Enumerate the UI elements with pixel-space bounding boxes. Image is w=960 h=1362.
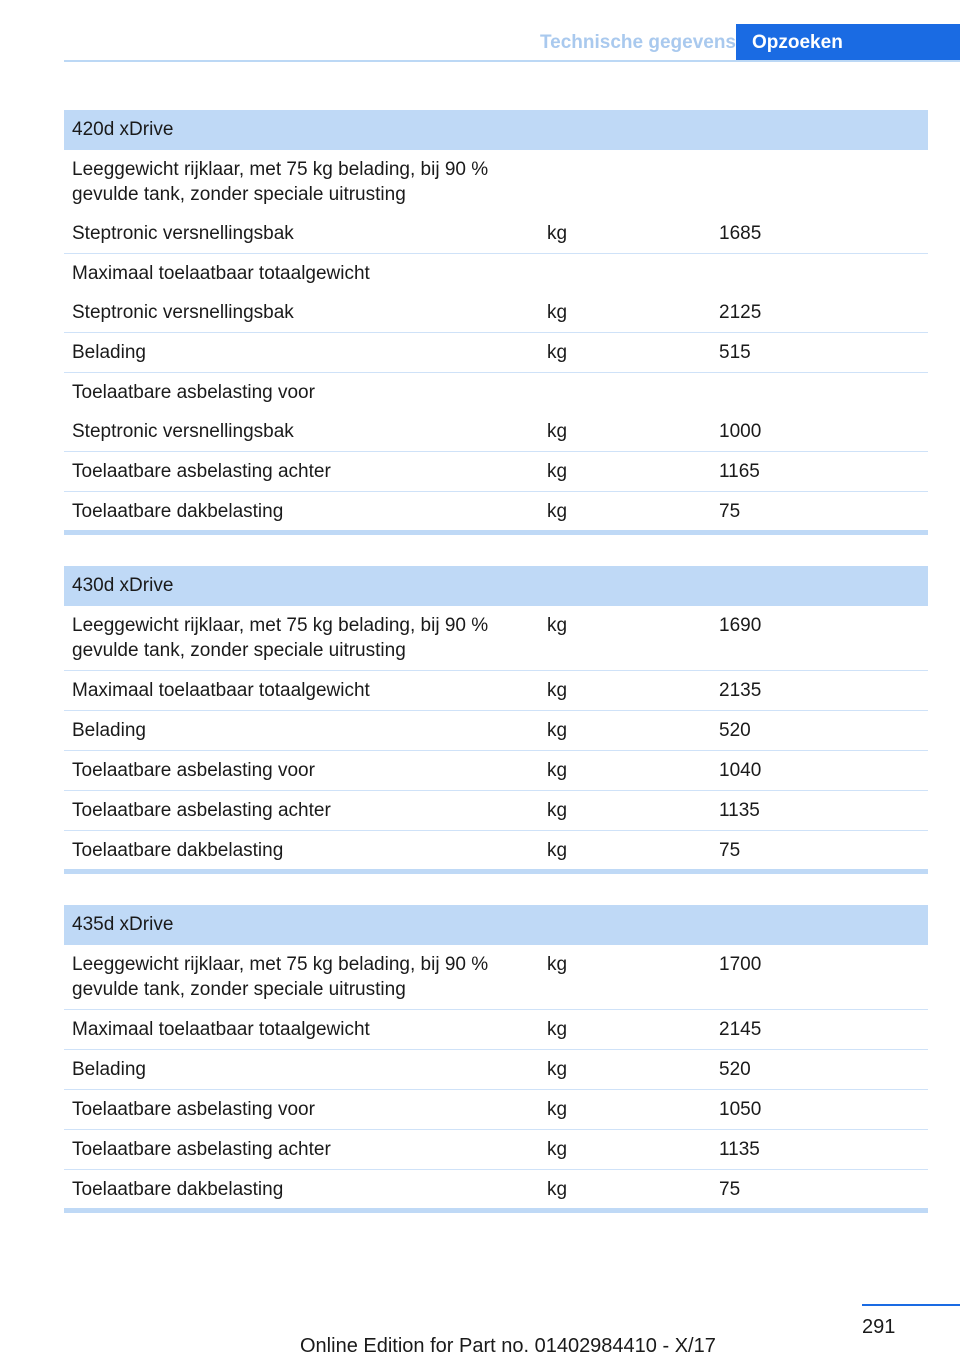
table-row (64, 1050, 928, 1090)
row-unit: kg (547, 720, 568, 741)
row-unit: kg (547, 760, 568, 781)
row-label: Toelaatbare dakbelasting (72, 840, 284, 861)
row-value: 1000 (719, 421, 762, 442)
row-value: 2135 (719, 680, 762, 701)
row-value: 1135 (719, 800, 760, 821)
table-title: 420d xDrive (64, 110, 928, 150)
table-row (64, 293, 928, 333)
page-number-rule (862, 1304, 960, 1306)
row-unit: kg (547, 800, 568, 821)
table-row (64, 945, 928, 1010)
table-row (64, 150, 928, 214)
row-value: 1690 (719, 615, 762, 636)
table-row (64, 1170, 928, 1209)
page-number: 291 (862, 1316, 896, 1338)
table-row (64, 606, 928, 671)
row-label: Leeggewicht rijklaar, met 75 kg belading, bij 90 % gevulde tank, zonder speciale uitrusting (72, 159, 489, 205)
table-row (64, 412, 928, 452)
row-unit: kg (547, 421, 568, 442)
row-label: Toelaatbare dakbelasting (72, 1179, 284, 1200)
page-header (0, 0, 960, 62)
row-value: 2145 (719, 1019, 762, 1040)
table-row (64, 254, 928, 293)
row-label: Toelaatbare asbelasting achter (72, 800, 331, 821)
row-unit: kg (547, 840, 568, 861)
row-value: 75 (719, 501, 741, 522)
row-label: Maximaal toelaatbaar totaalgewicht (72, 263, 370, 284)
row-label: Belading (72, 720, 146, 741)
table-row (64, 831, 928, 870)
table-row (64, 671, 928, 711)
header-divider (64, 60, 960, 62)
row-unit: kg (547, 954, 568, 975)
row-label: Toelaatbare asbelasting voor (72, 760, 315, 781)
row-value: 520 (719, 720, 751, 741)
table-row (64, 373, 928, 412)
table-title: 430d xDrive (64, 566, 928, 606)
row-unit: kg (547, 1179, 568, 1200)
row-label: Toelaatbare asbelasting achter (72, 461, 331, 482)
row-value: 520 (719, 1059, 751, 1080)
row-value: 515 (719, 342, 751, 363)
row-value: 1165 (719, 461, 760, 482)
table-row (64, 1130, 928, 1170)
table-row (64, 751, 928, 791)
table-row (64, 711, 928, 751)
row-value: 2125 (719, 302, 762, 323)
row-unit: kg (547, 223, 568, 244)
row-label: Steptronic versnellingsbak (72, 223, 294, 244)
row-unit: kg (547, 680, 568, 701)
row-unit: kg (547, 1139, 568, 1160)
row-label: Toelaatbare asbelasting achter (72, 1139, 331, 1160)
row-value: 1685 (719, 223, 762, 244)
row-label: Toelaatbare asbelasting voor (72, 1099, 315, 1120)
row-unit: kg (547, 1059, 568, 1080)
row-label: Toelaatbare asbelasting voor (72, 382, 315, 403)
section-tab[interactable]: Technische gegevens (539, 32, 736, 53)
row-label: Steptronic versnellingsbak (72, 302, 294, 323)
row-unit: kg (547, 302, 568, 323)
row-unit: kg (547, 1099, 568, 1120)
table-title: 435d xDrive (64, 905, 928, 945)
spec-table-430d (64, 566, 928, 874)
spec-table-420d (64, 110, 928, 535)
row-unit: kg (547, 461, 568, 482)
row-label: Belading (72, 342, 146, 363)
table-row (64, 1010, 928, 1050)
row-unit: kg (547, 615, 568, 636)
table-row (64, 1090, 928, 1130)
table-row (64, 791, 928, 831)
row-label: Leeggewicht rijklaar, met 75 kg belading, bij 90 % gevulde tank, zonder speciale uitrusting (72, 954, 489, 1000)
row-label: Belading (72, 1059, 146, 1080)
row-label: Toelaatbare dakbelasting (72, 501, 284, 522)
row-value: 1135 (719, 1139, 760, 1160)
row-label: Maximaal toelaatbaar totaalgewicht (72, 1019, 370, 1040)
footer-edition-note: Online Edition for Part no. 01402984410 - X/17 (300, 1335, 716, 1357)
table-row (64, 214, 928, 254)
row-value: 1700 (719, 954, 762, 975)
row-value: 1040 (719, 760, 762, 781)
row-label: Steptronic versnellingsbak (72, 421, 294, 442)
row-value: 1050 (719, 1099, 762, 1120)
row-unit: kg (547, 501, 568, 522)
current-section-tab[interactable]: Opzoeken (736, 24, 960, 62)
row-unit: kg (547, 1019, 568, 1040)
spec-table-435d (64, 905, 928, 1213)
row-label: Maximaal toelaatbaar totaalgewicht (72, 680, 370, 701)
row-value: 75 (719, 1179, 741, 1200)
table-row (64, 492, 928, 531)
table-row (64, 452, 928, 492)
row-label: Leeggewicht rijklaar, met 75 kg belading, bij 90 % gevulde tank, zonder speciale uitrusting (72, 615, 489, 661)
row-value: 75 (719, 840, 741, 861)
row-unit: kg (547, 342, 568, 363)
table-row (64, 333, 928, 373)
